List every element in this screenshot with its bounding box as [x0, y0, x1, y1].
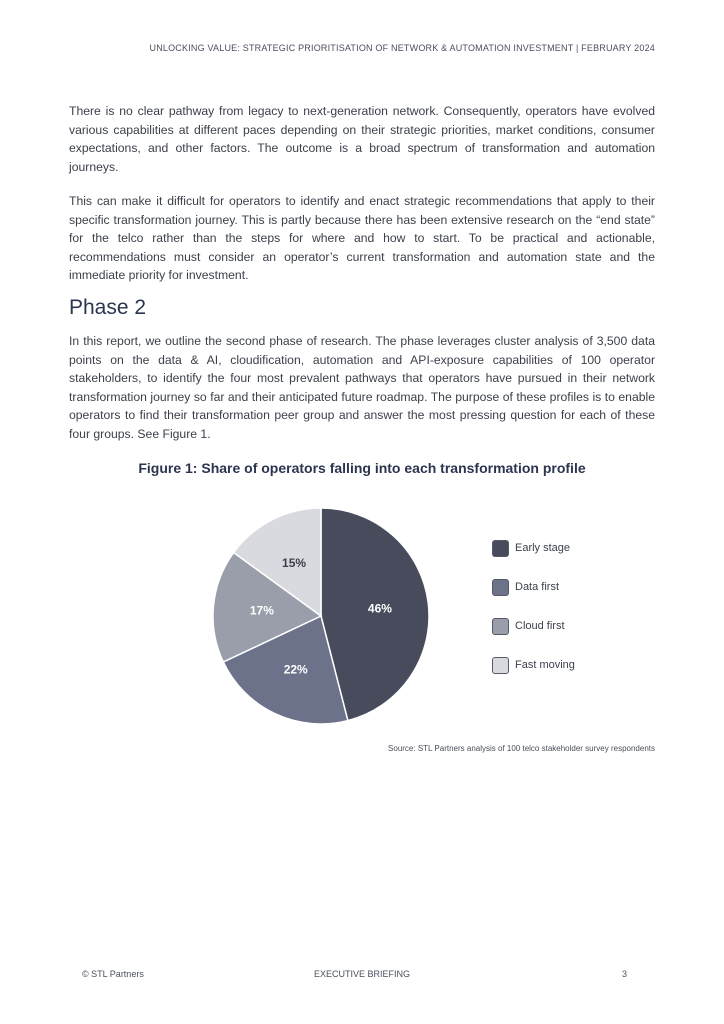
legend-swatch: [492, 618, 509, 635]
footer-copyright: © STL Partners: [82, 969, 144, 979]
pie-label-fast-moving: 15%: [282, 556, 307, 571]
legend-swatch: [492, 540, 509, 557]
footer-title: EXECUTIVE BRIEFING: [313, 969, 411, 979]
legend-label: Cloud first: [515, 620, 565, 632]
page-number: 3: [621, 969, 627, 979]
legend-label: Fast moving: [515, 659, 575, 671]
pie-label-cloud-first: 17%: [249, 603, 274, 618]
pie-chart: [200, 500, 440, 740]
paragraph-phase-2: In this report, we outline the second phase of research. The phase leverages cluster analysis of 3,500 data points on the data & AI, cloudification, automation and API-exposure capabilities of 100 operator stakeholders, to identify the four most prevalent pathways that operators have pursued in their network transformation journey so far and their anticipated future roadmap. The purpose of these profiles is to enable operators to find their transformation peer group and answer the most pressing question for each of these four groups. See Figure 1.: [69, 334, 655, 441]
paragraph-intro: There is no clear pathway from legacy to next-generation network. Consequently, operators have evolved various capabilities at different paces depending on their strategic priorities, market conditions, consumer expectations, and other factors. The outcome is a broad spectrum of transformation and automation journeys.: [69, 104, 655, 174]
pie-label-early-stage: 46%: [367, 601, 392, 616]
running-header: UNLOCKING VALUE: STRATEGIC PRIORITISATION OF NETWORK & AUTOMATION INVESTMENT | FEBRUARY 2024: [149, 43, 655, 53]
paragraph-challenge: This can make it difficult for operators to identify and enact strategic recommendations that apply to their specific transformation journey. This is partly because there has been extensive research on the “end state” for the telco rather than the steps for where and how to start. To be practical and actionable, recommendations must consider an operator’s current transformation and automation state and the immediate priority for investment.: [69, 194, 655, 283]
pie-label-data-first: 22%: [283, 662, 308, 677]
legend-label: Data first: [515, 581, 560, 593]
legend-swatch: [492, 657, 509, 674]
legend-swatch: [492, 579, 509, 596]
figure-source: Source: STL Partners analysis of 100 telco stakeholder survey respondents: [388, 744, 655, 753]
figure-title: Figure 1: Share of operators falling into each transformation profile: [138, 460, 586, 476]
section-heading: Phase 2: [69, 296, 147, 319]
legend-label: Early stage: [515, 542, 571, 554]
